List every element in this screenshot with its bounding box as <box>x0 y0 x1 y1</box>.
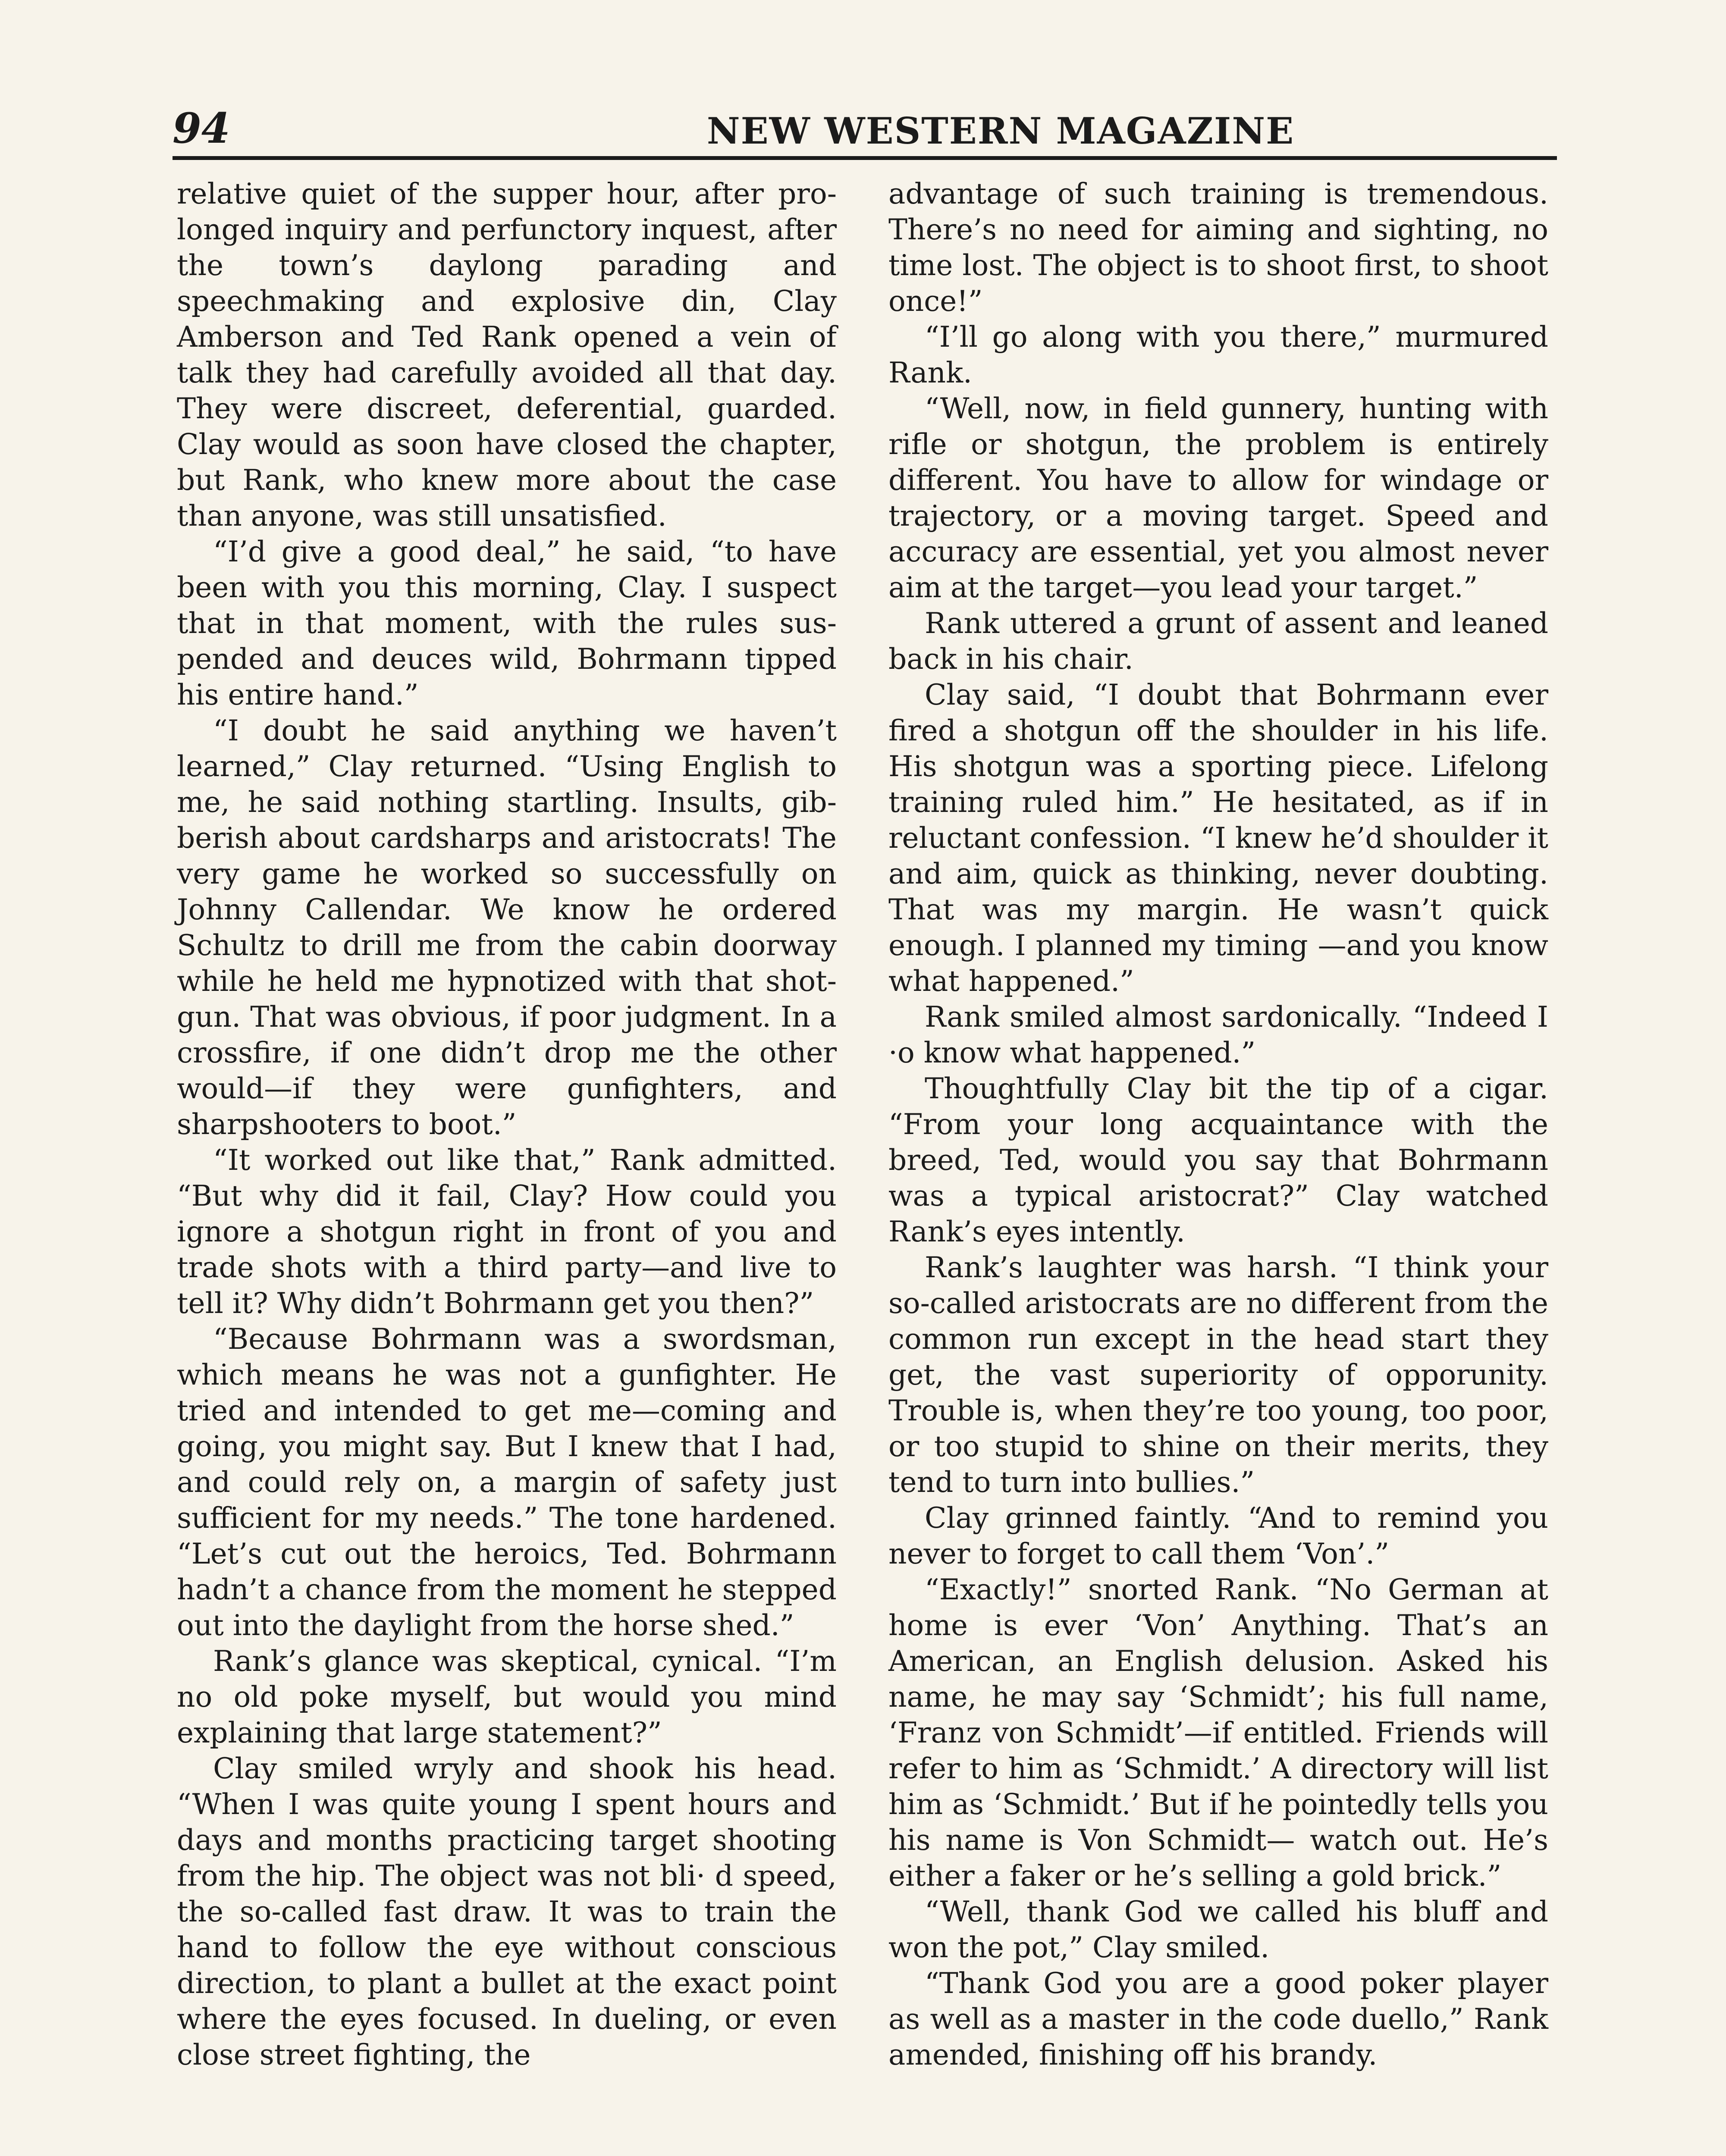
paragraph: Clay smiled wryly and shook his head. “When I was quite young I spent hours and days and months practicing target shooting from the hip. The object was not bli· d speed, the so-called fast draw. It was to train the hand to follow the eye without conscious direction, to plant a bullet at the exact point where the eyes focused. In dueling, or even close street fighting, the <box>177 1752 837 2071</box>
paragraph: advantage of such training is tremendous. There’s no need for aiming and sighting, no time lost. The object is to shoot first, to shoot once!” <box>888 177 1548 318</box>
paragraph: “I’ll go along with you there,” murmured Rank. <box>888 320 1548 389</box>
left-column <box>177 176 837 2073</box>
paragraph: “Because Bohrmann was a swordsman, which means he was not a gunfighter. He tried and intended to get me—coming and going, you might say. But I knew that I had, and could rely on, a margin of safety just sufficient for my needs.” The tone hardened. “Let’s cut out the heroics, Ted. Bohrmann hadn’t a chance from the moment he stepped out into the daylight from the horse shed.” <box>177 1322 837 1642</box>
right-column <box>888 176 1548 2073</box>
paragraph: “Well, thank God we called his bluff and won the pot,” Clay smiled. <box>888 1895 1548 1964</box>
paragraph: “I’d give a good deal,” he said, “to have been with you this morning, Clay. I suspect that in that moment, with the rules suspended and deuces wild, Bohrmann tipped his entire hand.” <box>177 535 837 711</box>
paragraph: Thoughtfully Clay bit the tip of a cigar. “From your long acquaintance with the breed, Ted, would you say that Bohrmann was a typical aristocrat?” Clay watched Rank’s eyes intently. <box>888 1072 1548 1248</box>
paragraph: “I doubt he said anything we haven’t learned,” Clay returned. “Using English to me, he said nothing startling. Insults, gibberish about cardsharps and aristocrats! The very game he worked so successfully on Johnny Callendar. We know he ordered Schultz to drill me from the cabin doorway while he held me hypnotized with that shotgun. That was obvious, if poor judgment. In a crossfire, if one didn’t drop me the other would—if they were gunfighters, and sharpshooters to boot.” <box>177 714 837 1141</box>
page-number: 94 <box>173 104 230 153</box>
paragraph: Rank’s glance was skeptical, cynical. “I’m no old poke myself, but would you mind explaining that large statement?” <box>177 1645 837 1749</box>
paragraph: relative quiet of the supper hour, after prolonged inquiry and perfunctory inquest, after the town’s daylong parading and speechmaking and explosive din, Clay Amberson and Ted Rank opened a vein of talk they had carefully avoided all that day. They were discreet, deferential, guarded. Clay would as soon have closed the chapter, but Rank, who knew more about the case than anyone, was still unsatisfied. <box>177 177 837 533</box>
paragraph: Rank’s laughter was harsh. “I think your so-called aristocrats are no different from the common run except in the head start they get, the vast superiority of opporunity. Trouble is, when they’re too young, too poor, or too stupid to shine on their merits, they tend to turn into bullies.” <box>888 1251 1548 1499</box>
paragraph: Rank smiled almost sardonically. “Indeed I ·o know what happened.” <box>888 1000 1548 1069</box>
paragraph: Clay grinned faintly. “And to remind you never to forget to call them ‘Von’.” <box>888 1501 1548 1570</box>
paragraph: “Well, now, in field gunnery, hunting with rifle or shotgun, the problem is entirely different. You have to allow for windage or trajectory, or a moving target. Speed and accuracy are essential, yet you almost never aim at the target—you lead your target.” <box>888 392 1548 604</box>
running-head: NEW WESTERN MAGAZINE <box>706 110 1295 152</box>
paragraph: Rank uttered a grunt of assent and leaned back in his chair. <box>888 607 1548 676</box>
paragraph: “Thank God you are a good poker player as well as a master in the code duello,” Rank amended, finishing off his brandy. <box>888 1967 1548 2071</box>
paragraph: Clay said, “I doubt that Bohrmann ever fired a shotgun off the shoulder in his life. His shotgun was a sporting piece. Lifelong training ruled him.” He hesitated, as if in reluctant confession. “I knew he’d shoulder it and aim, quick as thinking, never doubting. That was my margin. He wasn’t quick enough. I planned my timing —and you know what happened.” <box>888 678 1548 998</box>
paragraph: “Exactly!” snorted Rank. “No German at home is ever ‘Von’ Anything. That’s an American, an English delusion. Asked his name, he may say ‘Schmidt’; his full name, ‘Franz von Schmidt’—if entitled. Friends will refer to him as ‘Schmidt.’ A directory will list him as ‘Schmidt.’ But if he pointedly tells you his name is Von Schmidt— watch out. He’s either a faker or he’s selling a gold brick.” <box>888 1573 1548 1893</box>
header-rule <box>173 156 1557 160</box>
paragraph: “It worked out like that,” Rank admitted. “But why did it fail, Clay? How could you ignore a shotgun right in front of you and trade shots with a third party—and live to tell it? Why didn’t Bohrmann get you then?” <box>177 1144 837 1320</box>
